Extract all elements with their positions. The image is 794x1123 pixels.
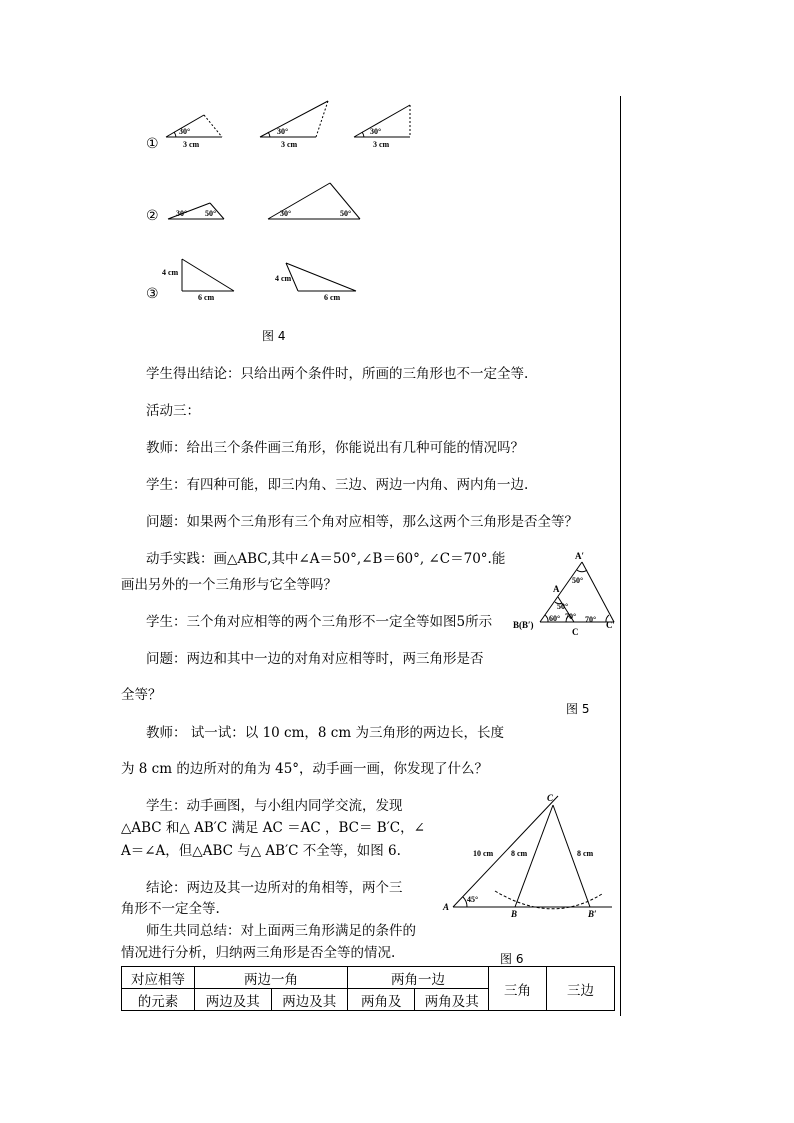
fig6-label-b: B — [511, 909, 518, 919]
student-answer-2: 学生：三个角对应相等的两个三角形不一定全等如图5所示 — [146, 614, 493, 630]
fig4-angle-30-a: 30° — [179, 127, 191, 136]
fig5-angle-60: 60° — [549, 614, 561, 623]
conclusion-ssa-line-2: 角形不一定全等. — [121, 901, 220, 917]
fig4-row1-tri3 — [354, 105, 410, 137]
fig5-angle-50-small: 50° — [557, 602, 569, 611]
fig4-len-3cm-c: 3 cm — [373, 140, 390, 149]
fig4-angle-50-d: 50° — [205, 209, 217, 218]
table-sub-two-sides-a: 两边及其 — [195, 989, 272, 1011]
fig5-label-a: A — [553, 584, 560, 594]
fig4-angle-30-b: 30° — [277, 127, 289, 136]
fig4-row1-tri2 — [260, 101, 328, 137]
fig6-len-8cm-right: 8 cm — [577, 849, 594, 858]
summary-line-1: 师生共同总结：对上面两三角形满足的条件的 — [146, 923, 416, 939]
table-head-elements-2: 的元素 — [122, 989, 195, 1011]
table-sub-two-angles-b: 两角及其 — [415, 989, 489, 1011]
fig4-row1-tri1 — [166, 115, 222, 137]
student-draw-line-2: △ABC 和△ AB′C 满足 AC ＝AC ，BC＝ B′C，∠ — [121, 820, 425, 836]
teacher-try-line-1: 教师： 试一试：以 10 cm，8 cm 为三角形的两边长，长度 — [146, 725, 504, 741]
fig4-len-4cm-a: 4 cm — [162, 268, 179, 277]
fig4-row3-tri1 — [182, 259, 234, 291]
conclusion-ssa-line-1: 结论：两边及其一边所对的角相等，两个三 — [146, 880, 403, 896]
fig6-arc — [495, 891, 602, 909]
fig5-side-right-large — [582, 562, 614, 622]
fig4-len-6cm-a: 6 cm — [198, 293, 215, 302]
question-three-angles: 问题：如果两个三角形有三个角对应相等，那么这两个三角形是否全等？ — [146, 514, 578, 530]
fig4-angle-50-e: 50° — [340, 209, 352, 218]
fig6-len-8cm-left: 8 cm — [511, 849, 528, 858]
fig6-label-a: A — [443, 902, 450, 912]
fig4-row3-tri2 — [286, 263, 356, 291]
student-draw-line-3: A＝∠A，但△ABC 与△ AB′C 不全等，如图 6. — [121, 843, 401, 859]
activity-three-heading: 活动三： — [146, 403, 200, 419]
student-answer-1: 学生：有四种可能，即三内角、三边、两边一内角、两内角一边. — [146, 477, 529, 493]
figure-4-caption: 图 4 — [262, 329, 286, 343]
fig5-angle-50-top: 50° — [572, 576, 584, 585]
fig4-angle-30-c: 30° — [370, 127, 382, 136]
fig6-angle-45: 45° — [467, 895, 479, 904]
fig4-len-3cm-b: 3 cm — [281, 140, 298, 149]
question-two-sides-line-2: 全等？ — [121, 687, 162, 703]
fig5-label-b: B(B′) — [513, 620, 534, 630]
row-marker-1: ① — [146, 136, 159, 152]
table-head-elements-1: 对应相等 — [122, 967, 195, 989]
table-head-two-angles-one-side: 两角一边 — [348, 967, 489, 989]
fig5-angle-70-inner: 70° — [565, 612, 577, 621]
fig5-label-c-prime: C′ — [606, 620, 616, 630]
table-sub-two-sides-b: 两边及其 — [271, 989, 348, 1011]
table-sub-two-angles-a: 两角及 — [348, 989, 415, 1011]
fig6-side-ac — [453, 796, 558, 907]
practice-line-2: 画出另外的一个三角形与它全等吗？ — [121, 577, 337, 593]
fig4-len-6cm-b: 6 cm — [324, 293, 341, 302]
fig6-label-b-prime: B′ — [588, 909, 597, 919]
fig4-angle-30-e: 30° — [280, 209, 292, 218]
congruence-conditions-table — [121, 966, 615, 1011]
fig5-label-c: C — [572, 627, 579, 637]
question-two-sides-line-1: 问题：两边和其中一边的对角对应相等时，两三角形是否 — [146, 651, 484, 667]
fig5-label-a-prime: A′ — [575, 551, 585, 561]
table-head-three-sides: 三边 — [547, 967, 615, 1011]
row-marker-3: ③ — [146, 286, 159, 302]
fig5-angle-70-right: 70° — [585, 615, 597, 624]
fig6-label-c: C — [547, 793, 554, 803]
fig6-len-10cm: 10 cm — [473, 849, 494, 858]
practice-line-1: 动手实践：画△ABC,其中∠A＝50°,∠B＝60°, ∠C＝70°.能 — [146, 551, 506, 567]
fig4-len-4cm-b: 4 cm — [275, 274, 292, 283]
table-head-three-angles: 三角 — [489, 967, 547, 1011]
figure-5-caption: 图 5 — [566, 702, 590, 716]
table-head-two-sides-one-angle: 两边一角 — [195, 967, 348, 989]
teacher-try-line-2: 为 8 cm 的边所对的角为 45°，动手画一画，你发现了什么？ — [121, 761, 489, 777]
student-draw-line-1: 学生：动手画图，与小组内同学交流，发现 — [146, 798, 403, 814]
right-margin-rule — [620, 96, 621, 1016]
summary-line-2: 情况进行分析，归纳两三角形是否全等的情况. — [121, 945, 396, 961]
teacher-question-1: 教师：给出三个条件画三角形，你能说出有几种可能的情况吗？ — [146, 440, 524, 456]
fig4-len-3cm-a: 3 cm — [183, 140, 200, 149]
row-marker-2: ② — [146, 208, 159, 224]
fig4-angle-30-d: 30° — [176, 209, 188, 218]
figure-6-caption: 图 6 — [500, 952, 524, 966]
conclusion-two-conditions: 学生得出结论：只给出两个条件时，所画的三角形也不一定全等. — [146, 366, 529, 382]
